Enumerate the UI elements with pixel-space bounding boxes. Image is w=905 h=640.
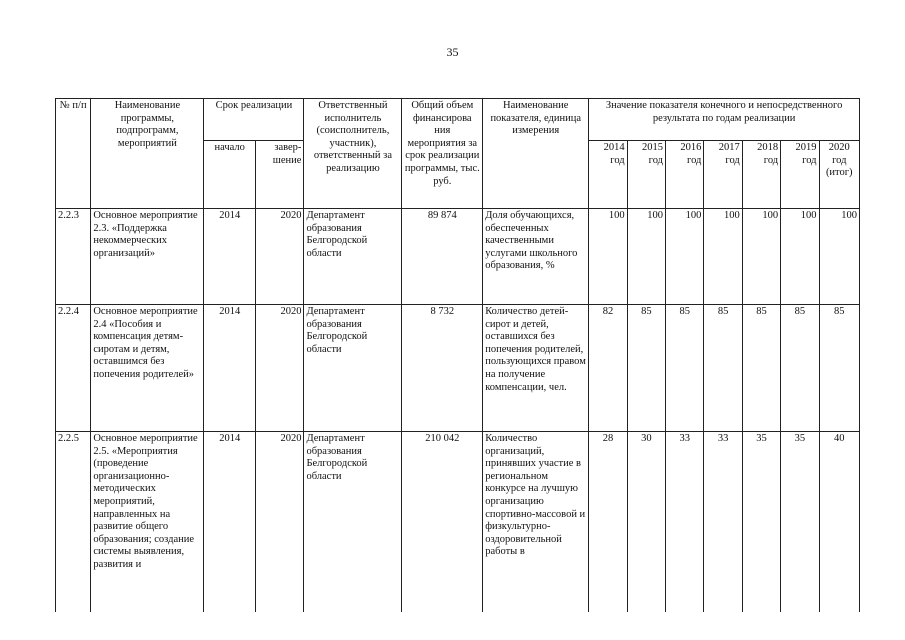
row-value: 100 [742,209,780,305]
header-year: 2018 год [742,141,780,209]
row-value: 100 [819,209,860,305]
row-value: 100 [627,209,665,305]
row-value: 40 [819,432,860,612]
table-row [56,432,860,612]
row-value: 85 [666,305,704,432]
row-volume: 8 732 [402,305,483,432]
row-volume: 210 042 [402,432,483,612]
row-start: 2014 [204,305,256,432]
row-value: 82 [589,305,627,432]
header-row-1 [56,99,860,141]
header-period: Срок реализации [204,99,304,141]
row-executor: Департамент образования Белгородской области [304,432,402,612]
header-year: 2016 год [666,141,704,209]
row-value: 100 [666,209,704,305]
row-value: 30 [627,432,665,612]
header-start: начало [204,141,256,209]
row-start: 2014 [204,209,256,305]
header-indicator: Наименование показателя, единица измерения [483,99,589,209]
row-value: 85 [781,305,819,432]
row-value: 33 [704,432,742,612]
row-value: 35 [742,432,780,612]
header-end: завер-шение [255,141,303,209]
header-year: 2015 год [627,141,665,209]
header-num: № п/п [56,99,91,209]
row-end: 2020 [255,305,303,432]
row-value: 100 [589,209,627,305]
row-indicator: Доля обучающихся, обеспеченных качественными услугами школьного образования, % [483,209,589,305]
header-year: 2014 год [589,141,627,209]
row-value: 35 [781,432,819,612]
row-value: 85 [704,305,742,432]
table-row [56,305,860,432]
header-volume: Общий объем финансирова ния мероприятия за срок реализации программы, тыс. руб. [402,99,483,209]
header-year: 2017 год [704,141,742,209]
row-num: 2.2.5 [56,432,91,612]
row-value: 85 [627,305,665,432]
row-indicator: Количество организаций, принявших участие в региональном конкурсе на лучшую организацию спортивно-массовой и физкультурно-оздоровительной работы в [483,432,589,612]
program-table [55,98,860,612]
header-executor: Ответственный исполнитель (соисполнитель, участник), ответственный за реализацию [304,99,402,209]
row-name: Основное мероприятие 2.5. «Мероприятия (проведение организационно-методических мероприятий, направленных на развитие общего образования; создание системы выявления, развития и [91,432,204,612]
row-value: 85 [742,305,780,432]
row-value: 33 [666,432,704,612]
row-value: 100 [704,209,742,305]
row-start: 2014 [204,432,256,612]
row-value: 100 [781,209,819,305]
row-end: 2020 [255,209,303,305]
row-volume: 89 874 [402,209,483,305]
page-number: 35 [446,45,459,59]
row-name: Основное мероприятие 2.3. «Поддержка некоммерческих организаций» [91,209,204,305]
row-num: 2.2.4 [56,305,91,432]
header-values-title: Значение показателя конечного и непосредственного результата по годам реализации [589,99,860,141]
row-value: 85 [819,305,860,432]
row-executor: Департамент образования Белгородской области [304,209,402,305]
row-num: 2.2.3 [56,209,91,305]
header-year: 2019 год [781,141,819,209]
row-end: 2020 [255,432,303,612]
row-value: 28 [589,432,627,612]
header-year: 2020 год (итог) [819,141,860,209]
table-row [56,209,860,305]
row-executor: Департамент образования Белгородской области [304,305,402,432]
row-indicator: Количество детей-сирот и детей, оставшихся без попечения родителей, пользующихся правом на получение компенсации, чел. [483,305,589,432]
row-name: Основное мероприятие 2.4 «Пособия и компенсация детям-сиротам и детям, оставшимся без попечения родителей» [91,305,204,432]
header-name: Наименование программы, подпрограмм, мероприятий [91,99,204,209]
